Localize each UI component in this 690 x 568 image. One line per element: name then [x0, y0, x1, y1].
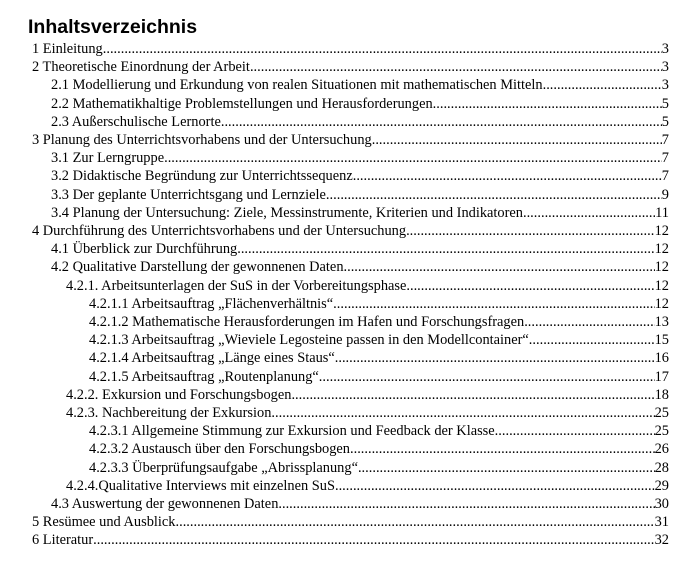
toc-entry-qualitative-darstellung[interactable] — [51, 258, 669, 276]
toc-entry-text: 2.3 Außerschulische Lernorte — [51, 113, 221, 130]
toc-entry-auswertung[interactable] — [51, 495, 669, 513]
toc-dot-leader — [372, 131, 662, 149]
toc-page-number: 9 — [661, 186, 669, 203]
toc-dot-leader — [333, 295, 654, 313]
toc-entry-herausforderungen-hafen[interactable] — [89, 313, 669, 331]
toc-dot-leader — [353, 167, 662, 185]
toc-entry-lerngruppe[interactable] — [51, 149, 669, 167]
toc-entry-problemstellungen[interactable] — [51, 95, 669, 113]
toc-entry-text: 3.1 Zur Lerngruppe — [51, 150, 165, 167]
toc-page-number: 12 — [654, 295, 669, 312]
toc-dot-leader — [250, 58, 662, 76]
toc-dot-leader — [433, 95, 662, 113]
toc-dot-leader — [103, 40, 662, 58]
toc-dot-leader — [344, 258, 655, 276]
toc-entry-ueberblick[interactable] — [51, 240, 669, 258]
toc-page-number: 17 — [654, 368, 669, 385]
toc-page-number: 28 — [654, 459, 669, 476]
toc-page-number: 3 — [661, 59, 669, 76]
toc-dot-leader — [291, 386, 654, 404]
toc-dot-leader — [93, 531, 654, 549]
toc-entry-stimmung-feedback[interactable] — [89, 422, 669, 440]
toc-page-number: 25 — [654, 405, 669, 421]
toc-entry-interviews[interactable] — [66, 477, 669, 495]
toc-entry-modellierung[interactable] — [51, 76, 669, 94]
toc-entry-text: 4.2.4.Qualitative Interviews mit einzelnen SuS — [66, 477, 335, 494]
toc-entry-text: 3.4 Planung der Untersuchung: Ziele, Messinstrumente, Kriterien und Indikatoren — [51, 204, 523, 221]
toc-entry-flaechenverhaeltnis[interactable] — [89, 295, 669, 313]
toc-page-number: 7 — [661, 168, 669, 185]
toc-entry-text: 4.2.3.2 Austausch über den Forschungsbogen — [89, 441, 350, 458]
toc-page-number: 16 — [654, 350, 669, 367]
toc-dot-leader — [326, 186, 662, 204]
toc-entry-text: 4.2.3. Nachbereitung der Exkursion — [66, 405, 272, 421]
toc-entry-text: 4.2.1.4 Arbeitsauftrag „Länge eines Staus“ — [89, 350, 335, 367]
toc-page-number: 7 — [661, 132, 669, 148]
toc-dot-leader — [524, 313, 654, 331]
toc-entry-lernorte[interactable] — [51, 113, 669, 131]
toc-entry-text: 4.2 Qualitative Darstellung der gewonnenen Daten — [51, 259, 344, 276]
toc-entry-routenplanung[interactable] — [89, 368, 669, 386]
toc-entry-text: 4.2.1.3 Arbeitsauftrag „Wieviele Legosteine passen in den Modellcontainer“ — [89, 332, 529, 349]
toc-entry-resuemee[interactable] — [32, 513, 669, 531]
toc-dot-leader — [529, 331, 655, 349]
toc-page-number: 18 — [654, 386, 669, 403]
toc-dot-leader — [176, 513, 655, 531]
toc-entry-abrissplanung[interactable] — [89, 459, 669, 477]
toc-page-number: 12 — [654, 241, 669, 258]
toc-entry-durchfuehrung[interactable] — [32, 222, 669, 240]
toc-entry-text: 4.2.1.2 Mathematische Herausforderungen im Hafen und Forschungsfragen — [89, 314, 525, 330]
toc-entry-text: 4.2.2. Exkursion und Forschungsbogen — [66, 386, 292, 403]
toc-dot-leader — [335, 477, 655, 495]
toc-entry-text: 2.2 Mathematikhaltige Problemstellungen und Herausforderungen — [51, 95, 433, 112]
toc-dot-leader — [495, 422, 655, 440]
toc-dot-leader — [543, 76, 662, 94]
toc-entry-legosteine[interactable] — [89, 331, 669, 349]
toc-entry-theoretische-einordnung[interactable] — [32, 58, 669, 76]
toc-entry-text: 4.2.1.1 Arbeitsauftrag „Flächenverhältnis“ — [89, 295, 334, 312]
toc-entry-text: 3.3 Der geplante Unterrichtsgang und Lernziele — [51, 186, 326, 203]
toc-entry-text: 3.2 Didaktische Begründung zur Unterrichtssequenz — [51, 168, 353, 185]
toc-entry-text: 4.2.1.5 Arbeitsauftrag „Routenplanung“ — [89, 368, 319, 385]
toc-dot-leader — [523, 204, 655, 222]
toc-page-number: 3 — [661, 41, 669, 57]
toc-entry-text: 4 Durchführung des Unterrichtsvorhabens und der Untersuchung — [32, 223, 407, 239]
toc-page-number: 32 — [654, 532, 669, 549]
toc-entry-planung-untersuchung[interactable] — [51, 204, 669, 222]
toc-page-number: 7 — [661, 150, 669, 167]
toc-page-number: 12 — [654, 223, 669, 239]
toc-entry-text: 4.2.3.3 Überprüfungsaufgabe „Abrissplanung“ — [89, 459, 358, 476]
toc-dot-leader — [335, 349, 655, 367]
toc-page-number: 12 — [654, 277, 669, 294]
toc-dot-leader — [278, 495, 654, 513]
toc-page-number: 15 — [654, 332, 669, 349]
toc-page-number: 12 — [654, 259, 669, 276]
toc-page-number: 3 — [661, 77, 669, 94]
toc-entry-text: 6 Literatur — [32, 532, 94, 549]
toc-entry-text: 2.1 Modellierung und Erkundung von realen Situationen mit mathematischen Mitteln — [51, 77, 543, 94]
toc-entry-laenge-stau[interactable] — [89, 349, 669, 367]
toc-entry-text: 1 Einleitung — [32, 41, 103, 57]
toc-dot-leader — [237, 240, 654, 258]
toc-entry-text: 4.2.1. Arbeitsunterlagen der SuS in der Vorbereitungsphase — [66, 277, 407, 294]
toc-title: Inhaltsverzeichnis — [28, 16, 198, 38]
toc-page-number: 29 — [654, 477, 669, 494]
toc-page-number: 30 — [654, 496, 669, 512]
toc-dot-leader — [319, 368, 655, 386]
toc-entry-text: 5 Resümee und Ausblick — [32, 514, 176, 531]
toc-entry-literatur[interactable] — [32, 531, 669, 549]
toc-dot-leader — [358, 459, 655, 477]
toc-page-number: 26 — [654, 441, 669, 458]
toc-entry-arbeitsunterlagen[interactable] — [66, 277, 669, 295]
toc-dot-leader — [164, 149, 662, 167]
toc-entry-austausch-forschungsbogen[interactable] — [89, 440, 669, 458]
toc-dot-leader — [406, 277, 654, 295]
toc-page-number: 5 — [661, 113, 669, 130]
toc-entry-text: 4.2.3.1 Allgemeine Stimmung zur Exkursion und Feedback der Klasse — [89, 423, 495, 440]
toc-entry-text: 4.1 Überblick zur Durchführung — [51, 241, 238, 258]
toc-page-number: 13 — [654, 314, 669, 330]
toc-page-number: 25 — [654, 423, 669, 440]
toc-page-number: 31 — [654, 514, 669, 531]
toc-dot-leader — [221, 113, 662, 131]
toc-page-number: 11 — [655, 204, 669, 221]
toc-dot-leader — [350, 440, 655, 458]
toc-entry-text: 3 Planung des Unterrichtsvorhabens und der Untersuchung — [32, 132, 372, 148]
toc-entry-didaktische-begruendung[interactable] — [51, 167, 669, 185]
toc-entry-text: 4.3 Auswertung der gewonnenen Daten — [51, 496, 279, 512]
toc-entry-exkursion[interactable] — [66, 386, 669, 404]
toc-entry-unterrichtsgang[interactable] — [51, 186, 669, 204]
toc-entry-planung[interactable] — [32, 131, 669, 149]
toc-entry-nachbereitung[interactable] — [66, 404, 669, 422]
toc-dot-leader — [406, 222, 655, 240]
toc-page-number: 5 — [661, 95, 669, 112]
toc-dot-leader — [271, 404, 654, 422]
toc-entry-text: 2 Theoretische Einordnung der Arbeit — [32, 59, 250, 76]
toc-entry-einleitung[interactable] — [32, 40, 669, 58]
